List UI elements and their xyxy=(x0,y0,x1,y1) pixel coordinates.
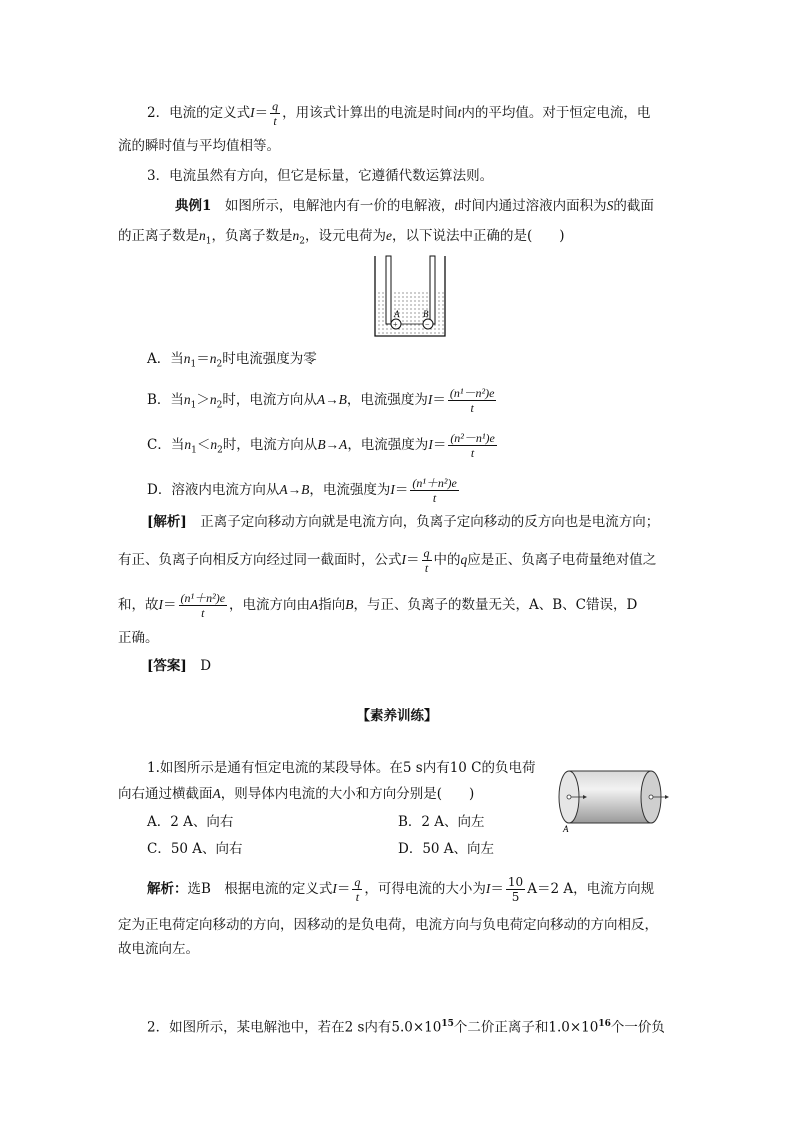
var-A: A xyxy=(212,786,221,801)
text: ，电流强度为 xyxy=(347,437,429,453)
fraction-10-over-5 xyxy=(506,876,525,903)
text: 和，故 xyxy=(118,597,159,613)
var-n1: n xyxy=(199,228,206,243)
text: ，与正、负离子的数量无关，A、B、C错误，D xyxy=(353,597,638,613)
equals: ＝ xyxy=(163,597,177,613)
text: 时，电流方向从 xyxy=(222,392,317,408)
direction: A→B xyxy=(279,482,310,497)
denominator: t xyxy=(470,446,475,460)
q1-option-a[interactable]: A．2 A、向右 xyxy=(147,814,234,830)
var-B: B xyxy=(345,597,354,612)
text: 的截面 xyxy=(613,198,654,214)
fraction xyxy=(448,432,497,459)
fraction xyxy=(410,477,459,504)
question1-line2 xyxy=(118,784,474,804)
var-n2: n xyxy=(292,228,300,243)
fraction-q-over-t xyxy=(352,876,362,903)
var-t: t xyxy=(454,198,459,213)
direction: B→A xyxy=(317,437,348,452)
formula-I: I xyxy=(250,105,255,120)
equals: ＝ xyxy=(432,437,447,453)
numerator: q xyxy=(423,546,430,560)
option-label: C．当 xyxy=(147,437,185,453)
denominator: 5 xyxy=(511,890,520,904)
direction: A→B xyxy=(316,392,347,407)
var-e: e xyxy=(385,228,392,243)
text: 如图所示，电解池内有一价的电解液， xyxy=(224,198,455,214)
text: ，用该式计算出的电流是时间 xyxy=(282,105,458,121)
q1-solution-line1: 解析：选B 根据电流的定义式I＝ $\frac{q}{t}$ ，可得电流的大小为I＝ $\frac{10}{5}$ A＝2 A，电流方向规 xyxy=(147,875,655,904)
charge-dot-right xyxy=(649,795,653,799)
var-q: q xyxy=(460,552,468,567)
scalar-paragraph: 3．电流虽然有方向，但它是标量，它遵循代数运算法则。 xyxy=(147,168,494,184)
solution-label: 解析： xyxy=(147,881,188,897)
text: ，则导体内电流的大小和方向分别是( ) xyxy=(220,786,475,802)
text: 时电流强度为零 xyxy=(222,351,317,367)
fraction-q-over-t xyxy=(270,100,280,127)
analysis-line3: 和，故I＝ $\frac{\text{(n¹＋n²)e}}{t}$ ，电流方向由A指向B，与正、负离子的数量无关，A、B、C错误，D xyxy=(118,591,638,620)
text: ，电流方向由 xyxy=(229,597,311,613)
numerator: q xyxy=(354,875,361,889)
example-line1 xyxy=(175,196,654,216)
electrode-b xyxy=(430,256,435,324)
equals: ＝ xyxy=(196,351,210,367)
equals: ＝ xyxy=(394,482,409,498)
plus-sign: + xyxy=(393,320,398,329)
text: 正离子定向移动方向就是电流方向，负离子定向移动的反方向也是电流方向； xyxy=(200,514,660,530)
text: 选B 根据电流的定义式 xyxy=(187,881,333,897)
text: A＝2 A，电流方向规 xyxy=(527,881,655,897)
minus-sign: − xyxy=(425,320,430,329)
option-a[interactable]: A．当$n_1=n_2$时电流强度为零 xyxy=(147,351,317,370)
electrode-a xyxy=(386,256,391,324)
denominator: t xyxy=(432,491,437,505)
denominator: t xyxy=(201,606,205,620)
option-d[interactable] xyxy=(147,477,461,504)
text: 指向 xyxy=(318,597,346,613)
numerator: (n²－n¹)e xyxy=(450,431,495,445)
cross-section-label: A xyxy=(563,824,569,834)
answer-line xyxy=(147,656,211,676)
equals: ＝ xyxy=(432,392,446,408)
text: 中的 xyxy=(433,552,461,568)
var-I: I xyxy=(390,482,395,497)
analysis-line4: 正确。 xyxy=(118,630,159,646)
text: 2．如图所示，某电解池中，若在2 s内有5.0×10 xyxy=(147,1019,442,1036)
definition-paragraph-line2: 流的瞬时值与平均值相等。 xyxy=(118,138,280,154)
option-b[interactable]: B．当$n_1>n_2$时，电流方向从A→B，电流强度为I＝ $\frac{\text{(n¹－n²)e}}{t}$ xyxy=(147,386,495,415)
example-line2 xyxy=(118,226,565,252)
analysis-label: [解析] xyxy=(147,514,187,530)
arrow-head-right xyxy=(665,795,669,799)
option-label: D．溶液内电流方向从 xyxy=(147,482,280,498)
text: 应是正、负离子电荷量绝对值之 xyxy=(467,552,657,568)
item-number: 2． xyxy=(147,105,170,121)
equals: ＝ xyxy=(336,881,351,897)
question1-line1: 1.如图所示是通有恒定电流的某段导体。在5 s内有10 C的负电荷 xyxy=(147,760,536,776)
text: 时间内通过溶液内面积为 xyxy=(458,198,607,214)
answer-label: [答案] xyxy=(147,658,187,674)
var-I: I xyxy=(428,437,433,452)
text: ，电流强度为 xyxy=(309,482,391,498)
equals: ＝ xyxy=(254,105,269,121)
subscript: 1 xyxy=(205,236,212,247)
exponent: 15 xyxy=(441,1019,454,1029)
text: ，以下说法中正确的是( ) xyxy=(391,228,565,244)
var-A: A xyxy=(310,597,319,612)
text: ，负离子数是 xyxy=(211,228,293,244)
question2-line1 xyxy=(147,1014,665,1038)
text: 电流的定义式 xyxy=(169,105,251,121)
analysis-line2: 有正、负离子向相反方向经过同一截面时，公式I＝ $\frac{q}{t}$ 中的q应是正、负离子电荷量绝对值之 xyxy=(118,546,657,575)
conductor-cylinder-figure xyxy=(555,766,675,836)
text: 有正、负离子向相反方向经过同一截面时，公式 xyxy=(118,552,402,568)
text: 时，电流方向从 xyxy=(222,437,318,453)
electrolytic-cell-figure xyxy=(370,252,450,342)
numerator: (n¹＋n²)e xyxy=(412,476,457,490)
numerator: 10 xyxy=(507,875,524,889)
denominator: t xyxy=(424,561,429,575)
section-title: 【素养训练】 xyxy=(356,708,438,724)
option-label: B．当 xyxy=(147,392,184,408)
analysis-line1 xyxy=(147,512,659,532)
q1-solution-line3: 故电流向左。 xyxy=(118,941,199,957)
text: 的正离子数是 xyxy=(118,228,199,244)
fraction-q-over-t xyxy=(422,547,432,574)
subscript: 2 xyxy=(299,236,305,247)
less-than: ＜ xyxy=(196,437,211,453)
example-label: 典例1 xyxy=(175,198,212,214)
denominator: t xyxy=(355,890,360,904)
fraction xyxy=(179,592,228,619)
denominator: t xyxy=(470,401,474,415)
greater-than: ＞ xyxy=(196,392,210,408)
label-A: A xyxy=(394,309,400,319)
q1-option-d[interactable]: D．50 A、向左 xyxy=(398,841,495,857)
charge-dot-left xyxy=(567,795,571,799)
denominator: t xyxy=(273,114,277,128)
q1-option-b[interactable]: B．2 A、向左 xyxy=(398,814,485,830)
q1-solution-line2: 定为正电荷定向移动的方向，因移动的是负电荷，电流方向与负电荷定向移动的方向相反， xyxy=(118,917,658,933)
answer-value: D xyxy=(200,658,212,674)
var-S: S xyxy=(606,198,614,213)
text: 向右通过横截面 xyxy=(118,786,213,802)
text: ，设元电荷为 xyxy=(304,228,386,244)
option-label: A．当 xyxy=(147,351,184,367)
text: 个二价正离子和1.0×10 xyxy=(453,1019,599,1036)
numerator: (n¹＋n²)e xyxy=(180,591,226,605)
var-I: I xyxy=(427,392,433,407)
fraction xyxy=(448,387,497,414)
var-t: t xyxy=(457,105,462,120)
equals: ＝ xyxy=(490,881,504,897)
exponent: 16 xyxy=(598,1019,611,1029)
definition-paragraph xyxy=(147,100,650,127)
text: 个一价负 xyxy=(610,1019,665,1036)
option-c[interactable]: C．当$n_1<n_2$时，电流方向从B→A，电流强度为I＝ $\frac{\text{(n²－n¹)e}}{t}$ xyxy=(147,431,495,460)
text: ，电流强度为 xyxy=(346,392,428,408)
numerator: (n¹－n²)e xyxy=(449,386,495,400)
equals: ＝ xyxy=(406,552,420,568)
text: 内的平均值。对于恒定电流，电 xyxy=(461,105,651,121)
label-B: B xyxy=(423,309,429,319)
text: ，可得电流的大小为 xyxy=(364,881,486,897)
numerator: q xyxy=(272,99,279,113)
q1-option-c[interactable]: C．50 A、向右 xyxy=(147,841,243,857)
